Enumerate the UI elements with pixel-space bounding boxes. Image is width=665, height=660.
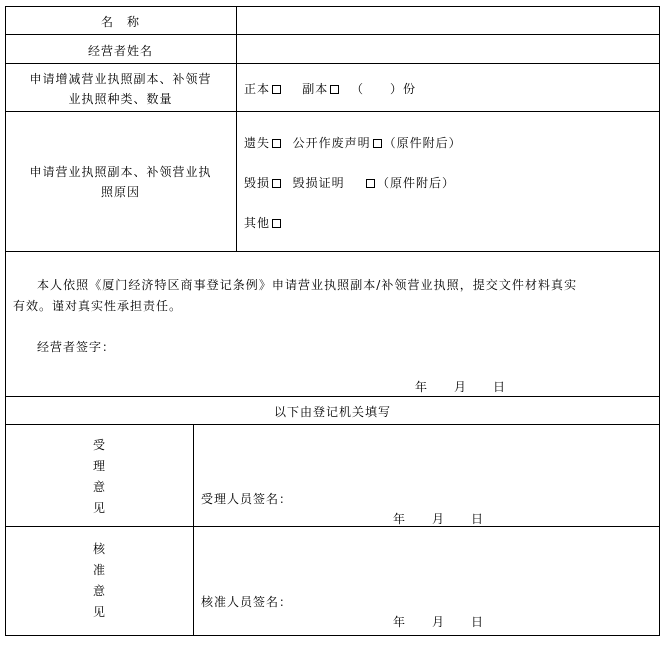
reason-lost-line (244, 134, 462, 151)
operator-signature-field[interactable] (120, 332, 420, 354)
original-label: 正本 (244, 82, 271, 96)
acceptance-char: 意 (92, 480, 105, 494)
lost-checkbox[interactable] (272, 139, 281, 148)
operator-name-field[interactable] (237, 35, 659, 63)
original-checkbox[interactable] (272, 85, 281, 94)
damaged-certificate-label: 毁损证明 (292, 176, 345, 190)
declaration-line1: 本人依照《厦门经济特区商事登记条例》申请营业执照副本/补领营业执照，提交文件材料真实 (37, 278, 578, 292)
copy-checkbox[interactable] (330, 85, 339, 94)
damaged-label: 毁损 (244, 176, 271, 190)
approval-opinion-label (5, 539, 193, 623)
lost-attached-note: （原件附后） (383, 136, 462, 150)
approval-date: 年 月 日 (393, 615, 485, 629)
operator-signature-label: 经营者签字： (37, 340, 116, 354)
approval-opinion-field[interactable] (194, 527, 659, 587)
acceptance-opinion-field[interactable] (194, 425, 659, 485)
approval-char: 见 (92, 605, 105, 619)
quantity-options (244, 80, 416, 97)
damaged-certificate-checkbox[interactable] (366, 179, 375, 188)
acceptance-char: 理 (92, 459, 105, 473)
acceptance-char: 受 (92, 438, 105, 452)
reason-label-line2: 照原因 (100, 185, 140, 199)
other-label: 其他 (244, 216, 271, 230)
name-field[interactable] (237, 7, 659, 34)
quantity-label-line1: 申请增减营业执照副本、补领营 (29, 72, 212, 86)
row-divider (5, 396, 660, 397)
acceptance-signature-label: 受理人员签名： (201, 492, 293, 506)
lost-statement-checkbox[interactable] (373, 139, 382, 148)
quantity-label-line2: 业执照种类、数量 (68, 92, 173, 106)
approval-char: 准 (92, 563, 105, 577)
copies-unit: （ ）份 (350, 82, 416, 96)
operator-name-label: 经营者姓名 (87, 44, 153, 58)
row-divider (5, 63, 660, 64)
declaration-line2: 有效。谨对真实性承担责任。 (13, 299, 183, 313)
damaged-checkbox[interactable] (272, 179, 281, 188)
copy-label: 副本 (302, 82, 329, 96)
acceptance-opinion-label (5, 435, 193, 519)
reason-other-line (244, 214, 283, 231)
other-checkbox[interactable] (272, 219, 281, 228)
name-label: 名 称 (100, 15, 140, 29)
authority-heading: 以下由登记机关填写 (273, 405, 391, 419)
approval-char: 意 (92, 584, 105, 598)
row-divider (5, 111, 660, 112)
lost-label: 遗失 (244, 136, 271, 150)
reason-damaged-line (244, 174, 455, 191)
approval-signature-label: 核准人员签名： (201, 595, 293, 609)
acceptance-date: 年 月 日 (393, 512, 485, 526)
acceptance-char: 见 (92, 501, 105, 515)
damaged-attached-note: （原件附后） (376, 176, 455, 190)
lost-statement-label: 公开作废声明 (292, 136, 371, 150)
reason-label-line1: 申请营业执照副本、补领营业执 (29, 165, 212, 179)
declaration-date: 年 月 日 (415, 380, 507, 394)
row-divider (5, 251, 660, 252)
approval-char: 核 (92, 542, 105, 556)
